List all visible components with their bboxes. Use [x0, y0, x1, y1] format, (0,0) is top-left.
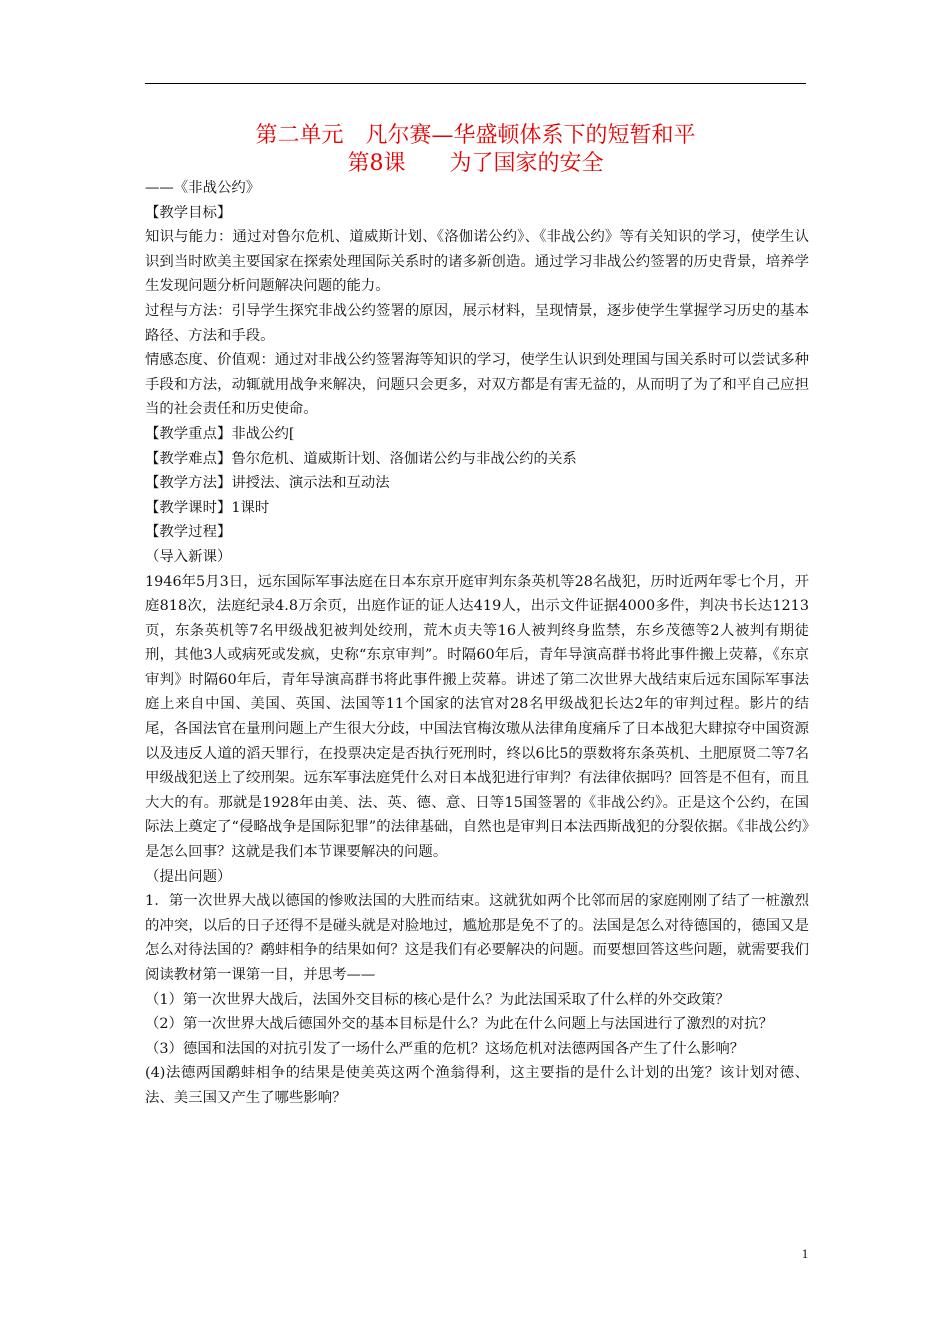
paragraph-values: 情感态度、价值观：通过对非战公约签署海等知识的学习，使学生认识到处理国与国关系时可以尝试多种手段和方法，动辄就用战争来解决，问题只会更多，对双方都是有害无益的，从而明了为了和平自己应担当的社会责任和历史使命。: [145, 352, 809, 418]
paragraph-intro: 1946年5月3日，远东国际军事法庭在日本东京开庭审判东条英机等28名战犯，历时近两年零七个月，开庭818次，法庭纪录4.8万余页，出庭作证的证人达419人，出示文件证据4000多件，判决书长达1213页，东条英机等7名甲级战犯被判处绞刑，荒木贞夫等16人被判终身监禁，东乡茂德等2人被判有期徒刑，其他3人或病死或发疯，史称“东京审判”。时隔60年后，青年导演高群书将此事件搬上荧幕，《东京审判》时隔60年后，青年导演高群书将此事件搬上荧幕。讲述了第二次世界大战结束后远东国际军事法庭上来自中国、美国、英国、法国等11个国家的法官对28名甲级战犯长达2年的审判过程。影片的结尾，各国法官在量刑问题上产生很大分歧，中国法官梅汝璈从法律角度痛斥了日本战犯大肆掠夺中国资源以及违反人道的滔天罪行，在投票决定是否执行死刑时，终以6比5的票数将东条英机、土肥原贤二等7名甲级战犯送上了绞刑架。远东军事法庭凭什么对日本战犯进行审判？有法律依据吗？回答是不但有，而且大大的有。那就是1928年由美、法、英、德、意、日等15国签署的《非战公约》。正是这个公约，在国际法上奠定了“侵略战争是国际犯罪”的法律基础，自然也是审判日本法西斯战犯的分裂依据。《非战公约》是怎么回事？这就是我们本节课要解决的问题。: [145, 573, 809, 861]
question-item-2: （2）第一次世界大战后德国外交的基本目标是什么？为此在什么问题上与法国进行了激烈的对抗？: [145, 1016, 773, 1033]
section-heading-objectives: 【教学目标】: [145, 204, 232, 221]
page-number: 1: [801, 1246, 809, 1261]
document-body: [145, 176, 809, 1111]
subtitle-line: ——《非战公约》: [145, 180, 261, 196]
line-intro-label: （导入新课）: [145, 548, 232, 565]
question-item-4: (4)法德两国鹬蚌相争的结果是使美英这两个渔翁得利，这主要指的是什么计划的出笼？该计划对德、法、美三国又产生了哪些影响？: [145, 1065, 809, 1106]
question-item-1: （1）第一次世界大战后，法国外交目标的核心是什么？为此法国采取了什么样的外交政策？: [145, 991, 730, 1008]
paragraph-question-1: 1．第一次世界大战以德国的惨败法国的大胜而结束。这就犹如两个比邻而居的家庭刚刚了结了一桩激烈的冲突，以后的日子还得不是碰头就是对脸地过，尴尬那是免不了的。法国是怎么对待德国的，德国又是怎么对待法国的？鹬蚌相争的结果如何？这是我们有必要解决的问题。而要想回答这些问题，就需要我们阅读教材第一课第一目，并思考——: [145, 893, 809, 983]
line-questions-label: （提出问题）: [145, 868, 232, 885]
header-rule: [145, 83, 806, 84]
paragraph-knowledge-ability: 知识与能力：通过对鲁尔危机、道威斯计划、《洛伽诺公约》、《非战公约》等有关知识的学习，使学生认识到当时欧美主要国家在探索处理国际关系时的诸多新创造。通过学习非战公约签署的历史背景，培养学生发现问题分析问题解决问题的能力。: [145, 229, 809, 295]
lesson-title: 第8课 为了国家的安全: [347, 151, 604, 176]
question-item-3: （3）德国和法国的对抗引发了一场什么严重的危机？这场危机对法德两国各产生了什么影响？: [145, 1040, 745, 1057]
line-hours: 【教学课时】1课时: [145, 499, 270, 516]
line-difficulty: 【教学难点】鲁尔危机、道威斯计划、洛伽诺公约与非战公约的关系: [145, 450, 577, 467]
paragraph-process-method: 过程与方法：引导学生探究非战公约签署的原因，展示材料，呈现情景，逐步使学生掌握学习历史的基本路径、方法和手段。: [145, 302, 809, 344]
unit-title: 第二单元 凡尔赛—华盛顿体系下的短暂和平: [255, 123, 696, 148]
line-key-point: 【教学重点】非战公约[: [145, 425, 295, 442]
title-block: [145, 122, 806, 178]
line-method: 【教学方法】讲授法、演示法和互动法: [145, 475, 390, 492]
section-heading-process: 【教学过程】: [145, 524, 232, 541]
